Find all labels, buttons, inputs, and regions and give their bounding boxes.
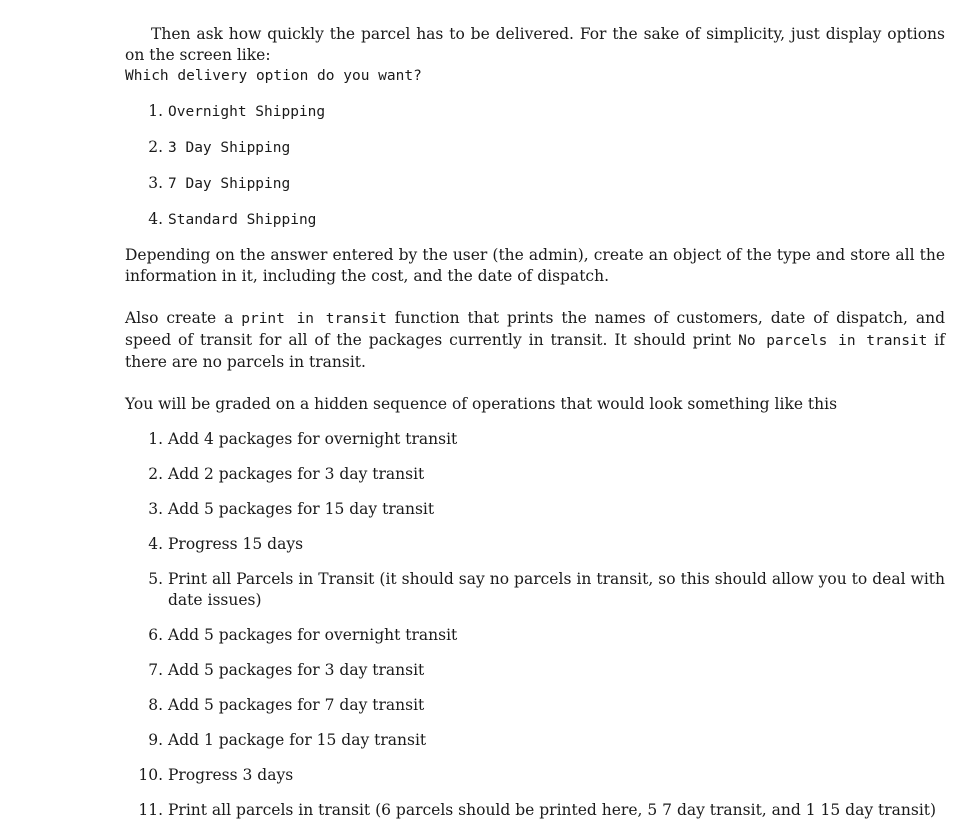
document-body bbox=[125, 24, 945, 821]
option-label: Overnight Shipping bbox=[168, 104, 326, 120]
list-number: 3. bbox=[148, 174, 163, 192]
list-number: 2. bbox=[148, 465, 163, 483]
list-number: 8. bbox=[148, 696, 163, 714]
list-number: 4. bbox=[148, 210, 163, 228]
list-item bbox=[125, 429, 945, 450]
list-item bbox=[125, 209, 945, 231]
intro-paragraph: Then ask how quickly the parcel has to be delivered. For the sake of simplicity, just display options on the screen like: bbox=[125, 25, 945, 64]
list-number: 2. bbox=[148, 138, 163, 156]
list-number: 9. bbox=[148, 731, 163, 749]
text-run: function that prints the names of customers, date of dispatch, and speed of transit for all of the packages currently in transit. It should print bbox=[125, 309, 945, 349]
list-item bbox=[125, 660, 945, 681]
list-item bbox=[125, 569, 945, 611]
delivery-options-list bbox=[125, 101, 945, 231]
operation-text: Progress 3 days bbox=[168, 766, 294, 784]
list-item bbox=[125, 499, 945, 520]
graded-paragraph: You will be graded on a hidden sequence of operations that would look something like this bbox=[125, 395, 838, 413]
list-item bbox=[125, 101, 945, 123]
list-item bbox=[125, 765, 945, 786]
operation-text: Add 5 packages for 7 day transit bbox=[168, 696, 425, 714]
list-number: 3. bbox=[148, 500, 163, 518]
list-item bbox=[125, 695, 945, 716]
operation-text: Print all parcels in transit (6 parcels should be printed here, 5 7 day transit, and 1 15 day transit) bbox=[168, 801, 937, 819]
depending-paragraph: Depending on the answer entered by the user (the admin), create an object of the type and store all the information in it, including the cost, and the date of dispatch. bbox=[125, 246, 945, 285]
operations-list bbox=[125, 429, 945, 821]
list-number: 1. bbox=[148, 102, 163, 120]
operation-text: Progress 15 days bbox=[168, 535, 304, 553]
list-item bbox=[125, 464, 945, 485]
operation-text: Add 5 packages for overnight transit bbox=[168, 626, 458, 644]
list-number: 7. bbox=[148, 661, 163, 679]
list-item bbox=[125, 173, 945, 195]
option-label: 7 Day Shipping bbox=[168, 176, 291, 192]
text-run: if there are no parcels in transit. bbox=[125, 331, 946, 371]
list-number: 1. bbox=[148, 430, 163, 448]
list-item bbox=[125, 730, 945, 751]
list-item bbox=[125, 534, 945, 555]
list-item bbox=[125, 625, 945, 646]
list-number: 11. bbox=[138, 801, 163, 819]
list-number: 10. bbox=[138, 766, 163, 784]
inline-code: No parcels in transit bbox=[738, 333, 928, 349]
list-number: 5. bbox=[148, 570, 163, 588]
list-number: 4. bbox=[148, 535, 163, 553]
text-run: Also create a bbox=[125, 309, 242, 327]
operation-text: Add 5 packages for 3 day transit bbox=[168, 661, 425, 679]
option-label: Standard Shipping bbox=[168, 212, 317, 228]
operation-text: Add 2 packages for 3 day transit bbox=[168, 465, 425, 483]
operation-text: Add 4 packages for overnight transit bbox=[168, 430, 458, 448]
list-item bbox=[125, 800, 945, 821]
option-label: 3 Day Shipping bbox=[168, 140, 291, 156]
list-item bbox=[125, 137, 945, 159]
delivery-prompt: Which delivery option do you want? bbox=[125, 68, 422, 84]
list-number: 6. bbox=[148, 626, 163, 644]
inline-code: print in transit bbox=[241, 311, 387, 327]
operation-text: Print all Parcels in Transit (it should say no parcels in transit, so this should allow you to deal with date issues) bbox=[168, 570, 945, 609]
operation-text: Add 1 package for 15 day transit bbox=[168, 731, 427, 749]
print-function-paragraph bbox=[125, 308, 945, 373]
operation-text: Add 5 packages for 15 day transit bbox=[168, 500, 435, 518]
